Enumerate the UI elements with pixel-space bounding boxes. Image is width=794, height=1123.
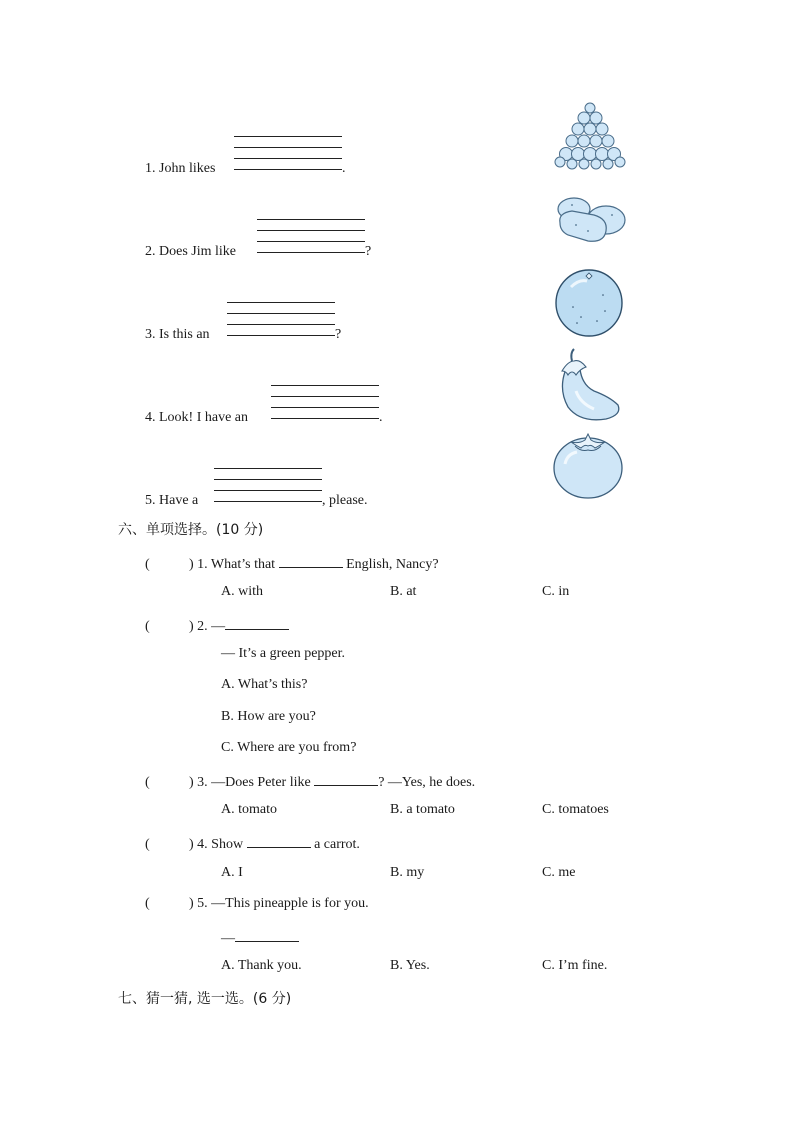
question-4-stem: ) 4. Show [189,837,244,852]
answer-bracket-3[interactable]: ( [145,775,150,790]
question-5 [145,896,369,912]
answer-bracket-5[interactable]: ( [145,896,150,911]
answer-blank-2[interactable] [225,615,289,630]
sentence-3-end: ? [335,327,342,342]
question-3 [145,771,475,791]
answer-blank-5[interactable] [235,927,299,942]
sentence-2-text: 2. Does Jim like [145,244,236,259]
option-1b[interactable]: B. at [390,584,417,599]
question-1-stem: ) 1. What’s that [189,557,276,572]
answer-blank-1[interactable] [279,553,343,568]
option-3c[interactable]: C. tomatoes [542,802,609,817]
question-3-stem: ) 3. —Does Peter like [189,775,311,790]
sentence-3-text: 3. Is this an [145,327,210,342]
option-1a[interactable]: A. with [221,584,263,599]
answer-bracket-1[interactable]: ( [145,557,150,572]
section-6-title: 六、单项选择。(10 分) [118,522,264,538]
option-2b[interactable]: B. How are you? [221,709,316,724]
sentence-4-text: 4. Look! I have an [145,410,249,425]
option-4b[interactable]: B. my [390,865,425,880]
question-2-stem: ) 2. — [189,619,226,634]
question-2 [145,615,289,635]
option-5c[interactable]: C. I’m fine. [542,958,608,973]
option-5b[interactable]: B. Yes. [390,958,430,973]
option-3a[interactable]: A. tomato [221,802,277,817]
orange-icon [553,267,625,339]
sentence-2-end: ? [365,244,372,259]
sentence-1-text: 1. John likes [145,161,216,176]
tomato-icon [551,430,625,500]
sentence-4-end: . [379,410,383,425]
answer-bracket-4[interactable]: ( [145,837,150,852]
option-1c[interactable]: C. in [542,584,570,599]
sentence-5-text: 5. Have a [145,493,199,508]
answer-bracket-2[interactable]: ( [145,619,150,634]
answer-blank-4[interactable] [247,833,311,848]
sentence-5-end: , please. [322,493,368,508]
option-3b[interactable]: B. a tomato [390,802,455,817]
question-5-stem: ) 5. —This pineapple is for you. [189,896,369,911]
question-5-reply: — [221,927,299,947]
question-3-tail: ? —Yes, he does. [378,775,476,790]
option-5a[interactable]: A. Thank you. [221,958,302,973]
onions-pile-icon [552,98,628,170]
option-4a[interactable]: A. I [221,865,243,880]
potatoes-icon [554,193,628,245]
answer-blank-3[interactable] [314,771,378,786]
option-2a[interactable]: A. What’s this? [221,677,308,692]
question-4 [145,833,360,853]
question-2-reply: — It’s a green pepper. [221,646,346,661]
option-4c[interactable]: C. me [542,865,576,880]
eggplant-icon [554,347,624,423]
question-4-tail: a carrot. [314,837,360,852]
question-1 [145,553,439,573]
section-7-title: 七、猜一猜, 选一选。(6 分) [118,991,292,1007]
question-1-tail: English, Nancy? [346,557,439,572]
sentence-1-end: . [342,161,346,176]
option-2c[interactable]: C. Where are you from? [221,740,357,755]
